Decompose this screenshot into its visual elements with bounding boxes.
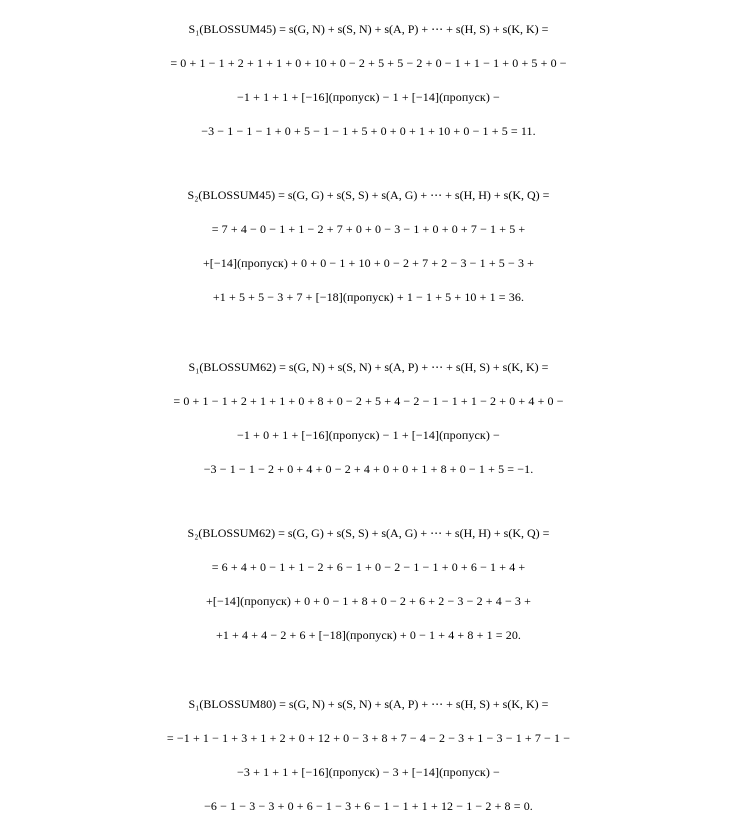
equation-line: = 0 + 1 − 1 + 2 + 1 + 1 + 0 + 8 + 0 − 2 + 5 + 4 − 2 − 1 − 1 + 1 − 2 + 0 + 4 + 0 − [173,394,564,408]
equation-line: +1 + 4 + 4 − 2 + 6 + [−18](пропуск) + 0 − 1 + 4 + 8 + 1 = 20. [215,628,522,642]
equation-s2-blossum45 [0,178,737,314]
equation-s1-blossum62 [0,350,737,486]
equation-line: S₁(BLOSSUM80) = s(G, N) + s(S, N) + s(A, P) + ⋯ + s(H, S) + s(K, K) = [188,697,549,711]
equation-line: = 7 + 4 − 0 − 1 + 1 − 2 + 7 + 0 + 0 − 3 − 1 + 0 + 0 + 7 − 1 + 5 + [211,222,526,236]
equation-s2-blossum62 [0,516,737,652]
equation-line: S₂(BLOSSUM62) = s(G, G) + s(S, S) + s(A, G) + ⋯ + s(H, H) + s(K, Q) = [187,526,550,540]
equation-line: +1 + 5 + 5 − 3 + 7 + [−18](пропуск) + 1 − 1 + 5 + 10 + 1 = 36. [212,290,525,304]
equation-s1-blossum80 [0,687,737,823]
equation-line: = −1 + 1 − 1 + 3 + 1 + 2 + 0 + 12 + 0 − 3 + 8 + 7 − 4 − 2 − 3 + 1 − 3 − 1 + 7 − 1 − [166,731,571,745]
equation-line: +[−14](пропуск) + 0 + 0 − 1 + 10 + 0 − 2 + 7 + 2 − 3 − 1 + 5 − 3 + [202,256,535,270]
equation-line: −1 + 0 + 1 + [−16](пропуск) − 1 + [−14](пропуск) − [237,428,500,442]
equation-line: S₂(BLOSSUM45) = s(G, G) + s(S, S) + s(A, G) + ⋯ + s(H, H) + s(K, Q) = [187,188,550,202]
equation-line: = 6 + 4 + 0 − 1 + 1 − 2 + 6 − 1 + 0 − 2 − 1 − 1 + 0 + 6 − 1 + 4 + [211,560,526,574]
equation-line: −3 − 1 − 1 − 1 + 0 + 5 − 1 − 1 + 5 + 0 + 0 + 1 + 10 + 0 − 1 + 5 = 11. [201,124,536,138]
equation-line: +[−14](пропуск) + 0 + 0 − 1 + 8 + 0 − 2 + 6 + 2 − 3 − 2 + 4 − 3 + [206,594,531,608]
equation-line: −3 + 1 + 1 + [−16](пропуск) − 3 + [−14](пропуск) − [237,765,500,779]
equation-line: −3 − 1 − 1 − 2 + 0 + 4 + 0 − 2 + 4 + 0 + 0 + 1 + 8 + 0 − 1 + 5 = −1. [203,462,534,476]
equation-line: = 0 + 1 − 1 + 2 + 1 + 1 + 0 + 10 + 0 − 2 + 5 + 5 − 2 + 0 − 1 + 1 − 1 + 0 + 5 + 0 − [170,56,567,70]
equation-line: −1 + 1 + 1 + [−16](пропуск) − 1 + [−14](пропуск) − [237,90,500,104]
equation-s1-blossum45 [0,12,737,148]
equation-line: S₁(BLOSSUM45) = s(G, N) + s(S, N) + s(A, P) + ⋯ + s(H, S) + s(K, K) = [188,22,549,36]
equation-line: S₁(BLOSSUM62) = s(G, N) + s(S, N) + s(A, P) + ⋯ + s(H, S) + s(K, K) = [188,360,549,374]
equation-line: −6 − 1 − 3 − 3 + 0 + 6 − 1 − 3 + 6 − 1 − 1 + 1 + 12 − 1 − 2 + 8 = 0. [204,799,533,813]
